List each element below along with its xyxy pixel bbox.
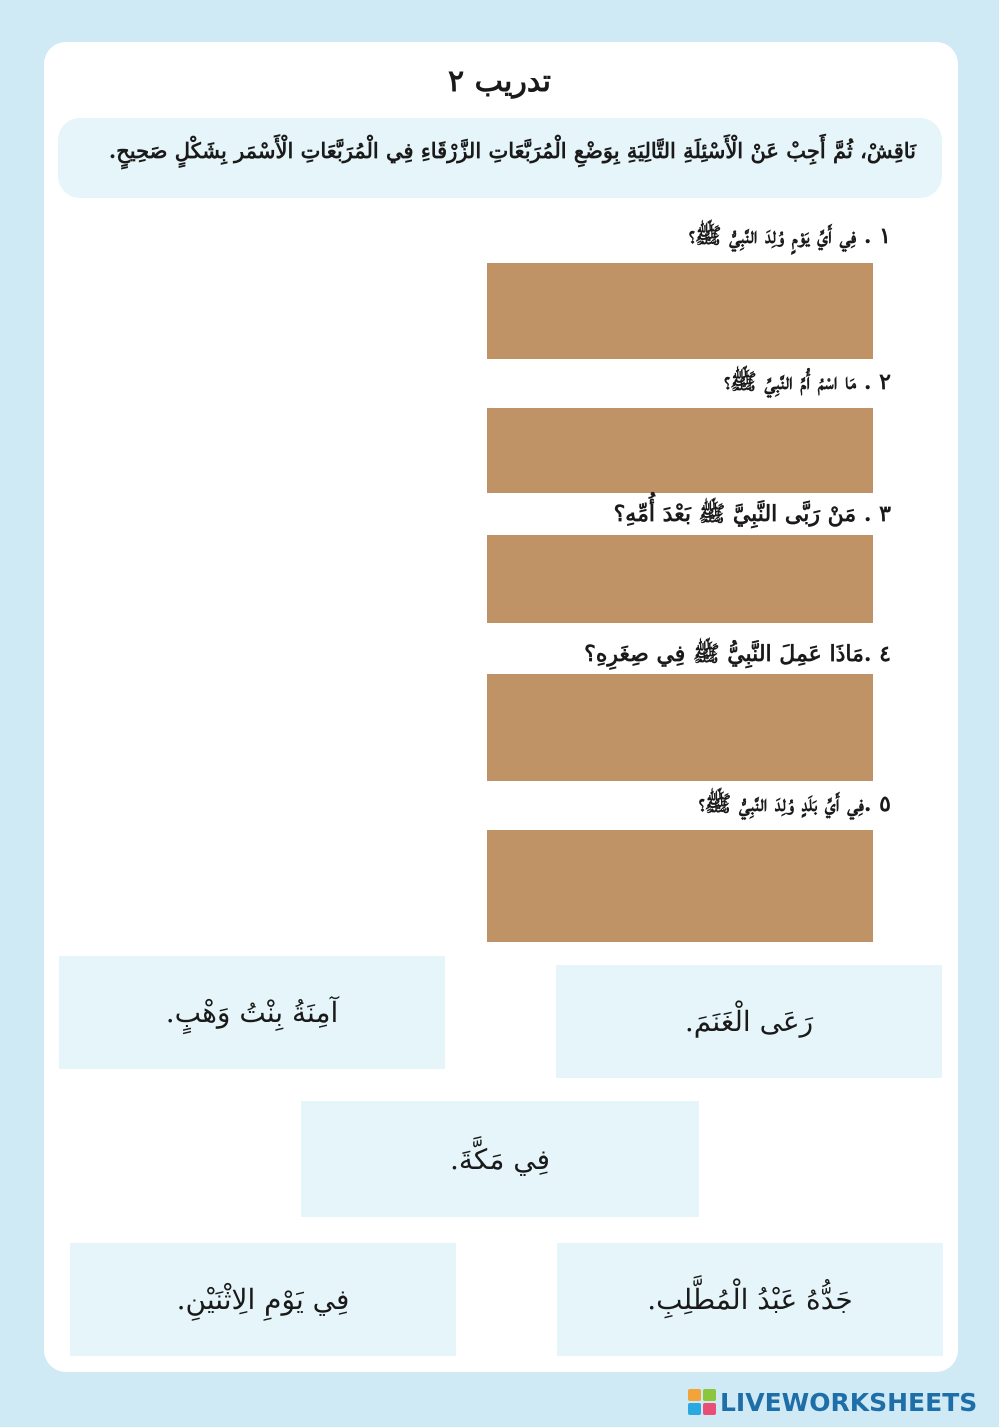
answer-card-monday[interactable] — [70, 1243, 456, 1356]
drop-box-4[interactable] — [487, 674, 873, 781]
answer-card-shepherd[interactable] — [556, 965, 942, 1078]
instructions-text: نَاقِشْ، ثُمَّ أَجِبْ عَنْ الْأَسْئِلَةِ التَّالِيَةِ بِوَضْعِ الْمُرَبَّعَاتِ الزَّرْقَاءِ فِي الْمُرَبَّعَاتِ الْأَسْمَر بِشَكْلٍ صَحِيحٍ. — [108, 138, 916, 163]
question-4: ٤ .مَاذَا عَمِلَ النَّبِيُّ ﷺ فِي صِغَرِهِ؟ — [584, 641, 891, 667]
answer-card-makkah[interactable] — [301, 1101, 699, 1217]
answer-text: آمِنَةُ بِنْتُ وَهْبٍ. — [165, 996, 339, 1029]
drop-box-1[interactable] — [487, 263, 873, 359]
answer-card-amina[interactable] — [59, 956, 445, 1069]
liveworksheets-logo-icon — [688, 1389, 716, 1415]
page-title: تدريب ٢ — [448, 64, 551, 99]
answer-text: رَعَى الْغَنَمَ. — [684, 1005, 814, 1038]
instructions-box — [58, 118, 942, 198]
answer-text: فِي يَوْمِ الِاثْنَيْنِ. — [176, 1283, 350, 1316]
brand-name: LIVEWORKSHEETS — [720, 1387, 978, 1417]
question-5: ٥ .فِي أَيِّ بَلَدٍ وُلِدَ النَّبِيُّ ﷺ؟ — [698, 791, 891, 817]
answer-card-grandfather[interactable] — [557, 1243, 943, 1356]
question-1: ١ . فِي أَيِّ يَوْمٍ وُلِدَ النَّبِيُّ ﷺ؟ — [688, 223, 891, 249]
drop-box-2[interactable] — [487, 408, 873, 493]
drop-box-5[interactable] — [487, 830, 873, 942]
question-3: ٣ . مَنْ رَبَّى النَّبِيَّ ﷺ بَعْدَ أُمِّهِ؟ — [613, 501, 891, 527]
answer-text: جَدُّهُ عَبْدُ الْمُطَّلِبِ. — [647, 1283, 853, 1316]
drop-box-3[interactable] — [487, 535, 873, 623]
brand-footer — [688, 1386, 977, 1418]
answer-text: فِي مَكَّةَ. — [450, 1142, 550, 1176]
question-2: ٢ . مَا اسْمُ أُمِّ النَّبِيِّ ﷺ؟ — [724, 369, 891, 395]
